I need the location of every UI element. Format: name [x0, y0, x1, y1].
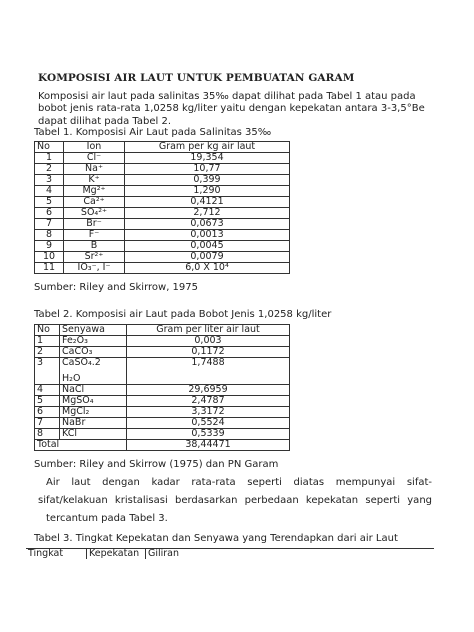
total-label: Total [35, 440, 127, 451]
table-cell: 2 [35, 164, 64, 175]
page-title: KOMPOSISI AIR LAUT UNTUK PEMBUATAN GARAM [38, 72, 355, 84]
table-cell: 8 [35, 429, 60, 440]
table-cell: 10 [35, 252, 64, 263]
table-cell [60, 336, 127, 347]
table-header-cell: Giliran [146, 549, 435, 560]
table-cell: 0,0673 [125, 219, 290, 230]
compound-name: Fe₂O₃ [62, 335, 88, 346]
table-cell: Ca²⁺ [64, 197, 125, 208]
table-header-row [35, 325, 290, 336]
table-cell: 6 [35, 208, 64, 219]
table-row [35, 418, 290, 429]
table2 [34, 324, 290, 451]
compound-name: MgCl₂ [62, 406, 90, 417]
table-header-cell: Gram per kg air laut [125, 142, 290, 153]
table-cell: Mg²⁺ [64, 186, 125, 197]
table-row [35, 219, 290, 230]
table-cell: 10,77 [125, 164, 290, 175]
table-cell: 0,399 [125, 175, 290, 186]
table-cell: B [64, 241, 125, 252]
table-cell: 0,1172 [127, 347, 290, 358]
table-cell [60, 347, 127, 358]
table-total-row [35, 440, 290, 451]
table-header-cell: Gram per liter air laut [127, 325, 290, 336]
intro-line: bobot jenis rata-rata 1,0258 kg/liter yaitu dengan kepekatan antara 3-3,5°Be [38, 103, 425, 115]
table-cell: 0,4121 [125, 197, 290, 208]
table-row [35, 153, 290, 164]
table-cell: 29,6959 [127, 385, 290, 396]
table-cell: 0,003 [127, 336, 290, 347]
table-cell: 9 [35, 241, 64, 252]
intro-line: Komposisi air laut pada salinitas 35‰ dapat dilihat pada Tabel 1 atau pada [38, 91, 416, 102]
table-cell: 1 [35, 336, 60, 347]
table-row [35, 429, 290, 440]
table-cell [60, 407, 127, 418]
table-cell: 2 [35, 347, 60, 358]
table-cell: Sr²⁺ [64, 252, 125, 263]
table-cell: 4 [35, 186, 64, 197]
table-cell: 0,0045 [125, 241, 290, 252]
table-cell: K⁺ [64, 175, 125, 186]
compound-name-cont: H₂O [62, 373, 81, 384]
compound-name: NaBr [62, 417, 86, 428]
table-header-row [35, 142, 290, 153]
compound-name: CaSO₄.2 [62, 357, 101, 368]
table2-caption: Tabel 2. Komposisi air Laut pada Bobot Jenis 1,0258 kg/liter [34, 309, 332, 320]
table-cell: IO₃⁻, I⁻ [64, 263, 125, 274]
table-cell: 19,354 [125, 153, 290, 164]
table-cell: 2,4787 [127, 396, 290, 407]
table3-caption: Tabel 3. Tingkat Kepekatan dan Senyawa yang Terendapkan dari air Laut [34, 533, 398, 544]
table-cell: 11 [35, 263, 64, 274]
table-cell: 2,712 [125, 208, 290, 219]
table-row [35, 347, 290, 358]
table-header-cell: Ion [64, 142, 125, 153]
paragraph-line: Air laut dengan kadar rata-rata seperti diatas mempunyai sifat- [46, 477, 432, 488]
table-cell: 5 [35, 197, 64, 208]
table-cell: 3 [35, 175, 64, 186]
table-row [35, 336, 290, 347]
table-row [35, 358, 290, 385]
table-cell: 1,290 [125, 186, 290, 197]
table-header-cell: No [35, 142, 64, 153]
table1 [34, 141, 290, 274]
table-cell: 0,5339 [127, 429, 290, 440]
paragraph-2 [38, 474, 432, 528]
table-row [35, 241, 290, 252]
compound-name: MgSO₄ [62, 395, 94, 406]
compound-name: CaCO₃ [62, 346, 93, 357]
table3 [26, 548, 434, 559]
table-row [35, 230, 290, 241]
table1-source: Sumber: Riley and Skirrow, 1975 [34, 282, 199, 293]
table-cell [60, 418, 127, 429]
total-value: 38,44471 [127, 440, 290, 451]
intro-line: dapat dilihat pada Tabel 2. [38, 115, 172, 127]
table-row [35, 197, 290, 208]
table-row [35, 164, 290, 175]
table-cell: 6 [35, 407, 60, 418]
table-cell: 3,3172 [127, 407, 290, 418]
table-header-cell: Tingkat [26, 549, 87, 560]
intro-paragraph [38, 91, 438, 128]
table-header-row [26, 549, 434, 560]
table-cell [60, 429, 127, 440]
table2-source: Sumber: Riley and Skirrow (1975) dan PN Garam [34, 459, 279, 470]
table-row [35, 396, 290, 407]
table-cell: SO₄²⁺ [64, 208, 125, 219]
table-cell: 7 [35, 219, 64, 230]
table-cell [60, 396, 127, 407]
table-cell: 4 [35, 385, 60, 396]
table-row [35, 186, 290, 197]
table-cell: 1 [35, 153, 64, 164]
compound-name: NaCl [62, 384, 85, 395]
table1-caption: Tabel 1. Komposisi Air Laut pada Salinitas 35‰ [34, 127, 272, 138]
compound-name: KCl [62, 428, 77, 439]
table-cell [60, 385, 127, 396]
table-cell: Br⁻ [64, 219, 125, 230]
table-row [35, 263, 290, 274]
table-cell: Cl⁻ [64, 153, 125, 164]
table-cell: 7 [35, 418, 60, 429]
table-row [35, 252, 290, 263]
table-cell: 5 [35, 396, 60, 407]
table-header-cell: Senyawa [60, 325, 127, 336]
table-cell: 1,7488 [127, 358, 290, 385]
table-cell: 0,0079 [125, 252, 290, 263]
table-header-cell: No [35, 325, 60, 336]
table-cell: 6,0 X 10⁴ [125, 263, 290, 274]
table-cell: 0,0013 [125, 230, 290, 241]
table-cell [60, 358, 127, 385]
paragraph-line: sifat/kelakuan kristalisasi berdasarkan perbedaan kepekatan seperti yang [38, 495, 432, 506]
table-row [35, 175, 290, 186]
table-cell: 3 [35, 358, 60, 385]
table-row [35, 407, 290, 418]
paragraph-line: tercantum pada Tabel 3. [46, 513, 168, 524]
table-cell: Na⁺ [64, 164, 125, 175]
table-row [35, 385, 290, 396]
table-cell: 0,5524 [127, 418, 290, 429]
table-cell: F⁻ [64, 230, 125, 241]
table-cell: 8 [35, 230, 64, 241]
table-row [35, 208, 290, 219]
table-header-cell: Kepekatan [87, 549, 146, 560]
